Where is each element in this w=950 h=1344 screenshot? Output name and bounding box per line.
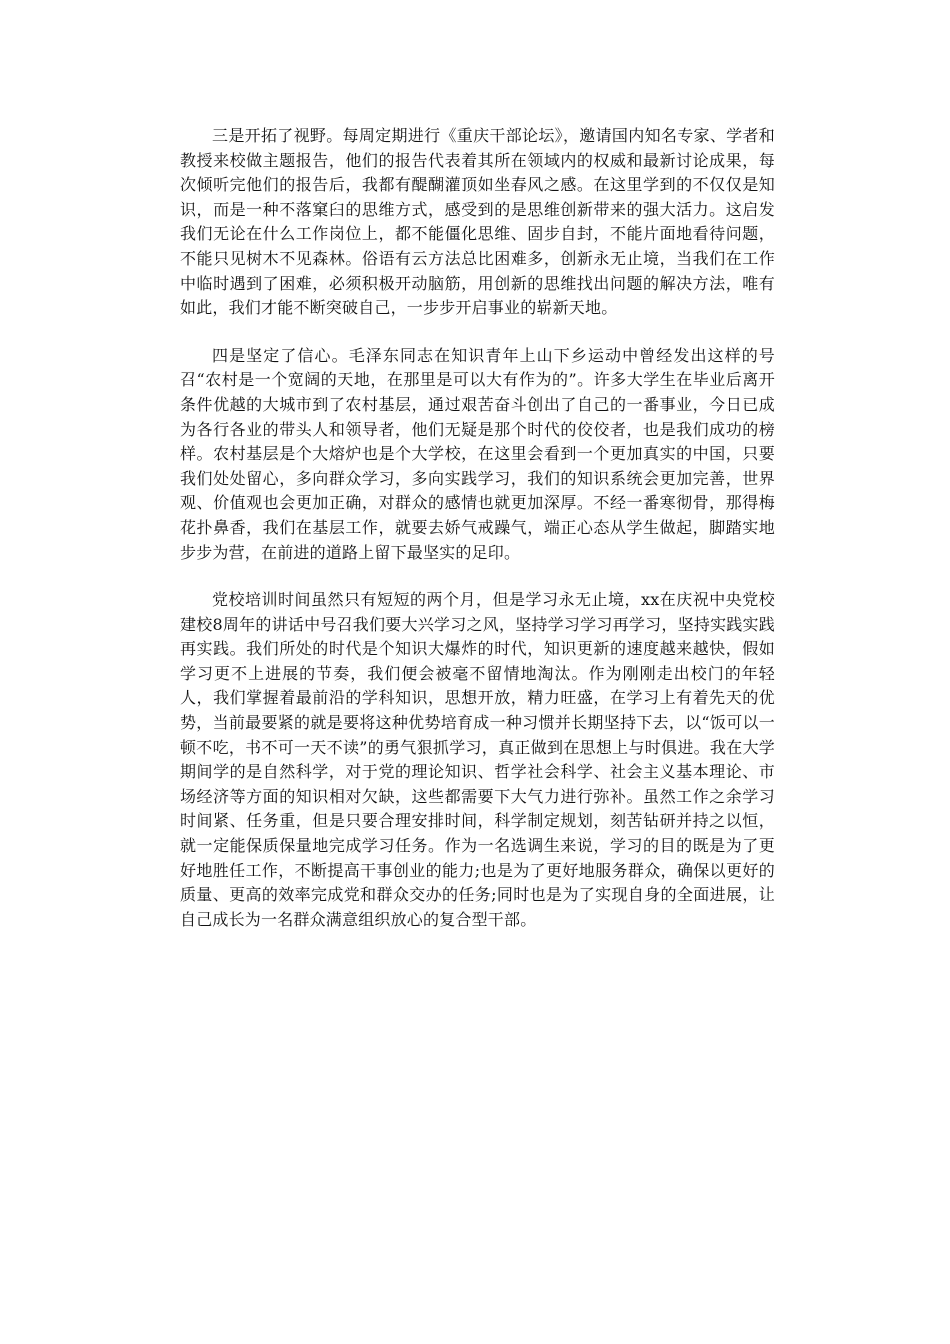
paragraph-strengthened-confidence: 四是坚定了信心。毛泽东同志在知识青年上山下乡运动中曾经发出这样的号召“农村是一个宽阔的天地，在那里是可以大有作为的”。许多大学生在毕业后离开条件优越的大城市到了农村基层，通过艰苦奋斗创出了自己的一番事业，今日已成为各行各业的带头人和领导者，他们无疑是那个时代的佼佼者，也是我们成功的榜样。农村基层是个大熔炉也是个大学校，在这里会看到一个更加真实的中国，只要我们处处留心，多向群众学习，多向实践学习，我们的知识系统会更加完善，世界观、价值观也会更加正确，对群众的感情也就更加深厚。不经一番寒彻骨，那得梅花扑鼻香，我们在基层工作，就要去娇气戒躁气，端正心态从学生做起，脚踏实地步步为营，在前进的道路上留下最坚实的足印。	[180, 345, 775, 562]
paragraph-continuous-learning: 党校培训时间虽然只有短短的两个月，但是学习永无止境，xx在庆祝中央党校建校8周年的讲话中号召我们要大兴学习之风，坚持学习学习再学习，坚持实践实践再实践。我们所处的时代是个知识大爆炸的时代，知识更新的速度越来越快，假如学习更不上进展的节奏，我们便会被毫不留情地淘汰。作为刚刚走出校门的年轻人，我们掌握着最前沿的学科知识，思想开放，精力旺盛，在学习上有着先天的优势，当前最要紧的就是要将这种优势培育成一种习惯并长期坚持下去，以“饭可以一顿不吃，书不可一天不读”的勇气狠抓学习，真正做到在思想上与时俱进。我在大学期间学的是自然科学，对于党的理论知识、哲学社会科学、社会主义基本理论、市场经济等方面的知识相对欠缺，这些都需要下大气力进行弥补。虽然工作之余学习时间紧、任务重，但是只要合理安排时间，科学制定规划，刻苦钻研并持之以恒，就一定能保质保量地完成学习任务。作为一名选调生来说，学习的目的既是为了更好地胜任工作，不断提高干事创业的能力;也是为了更好地服务群众，确保以更好的质量、更高的效率完成党和群众交办的任务;同时也是为了实现自身的全面进展，让自己成长为一名群众满意组织放心的复合型干部。	[180, 590, 775, 929]
paragraph-broadened-horizons: 三是开拓了视野。每周定期进行《重庆干部论坛》，邀请国内知名专家、学者和教授来校做主题报告，他们的报告代表着其所在领域内的权威和最新讨论成果，每次倾听完他们的报告后，我都有醍醐灌顶如坐春风之感。在这里学到的不仅仅是知识，而是一种不落窠臼的思维方式，感受到的是思维创新带来的强大活力。这启发我们无论在什么工作岗位上，都不能僵化思维、固步自封，不能片面地看待问题，不能只见树木不见森林。俗语有云方法总比困难多，创新永无止境，当我们在工作中临时遇到了困难，必须积极开动脑筋，用创新的思维找出问题的解决方法，唯有如此，我们才能不断突破自己，一步步开启事业的崭新天地。	[180, 126, 775, 318]
document-body	[180, 124, 775, 955]
